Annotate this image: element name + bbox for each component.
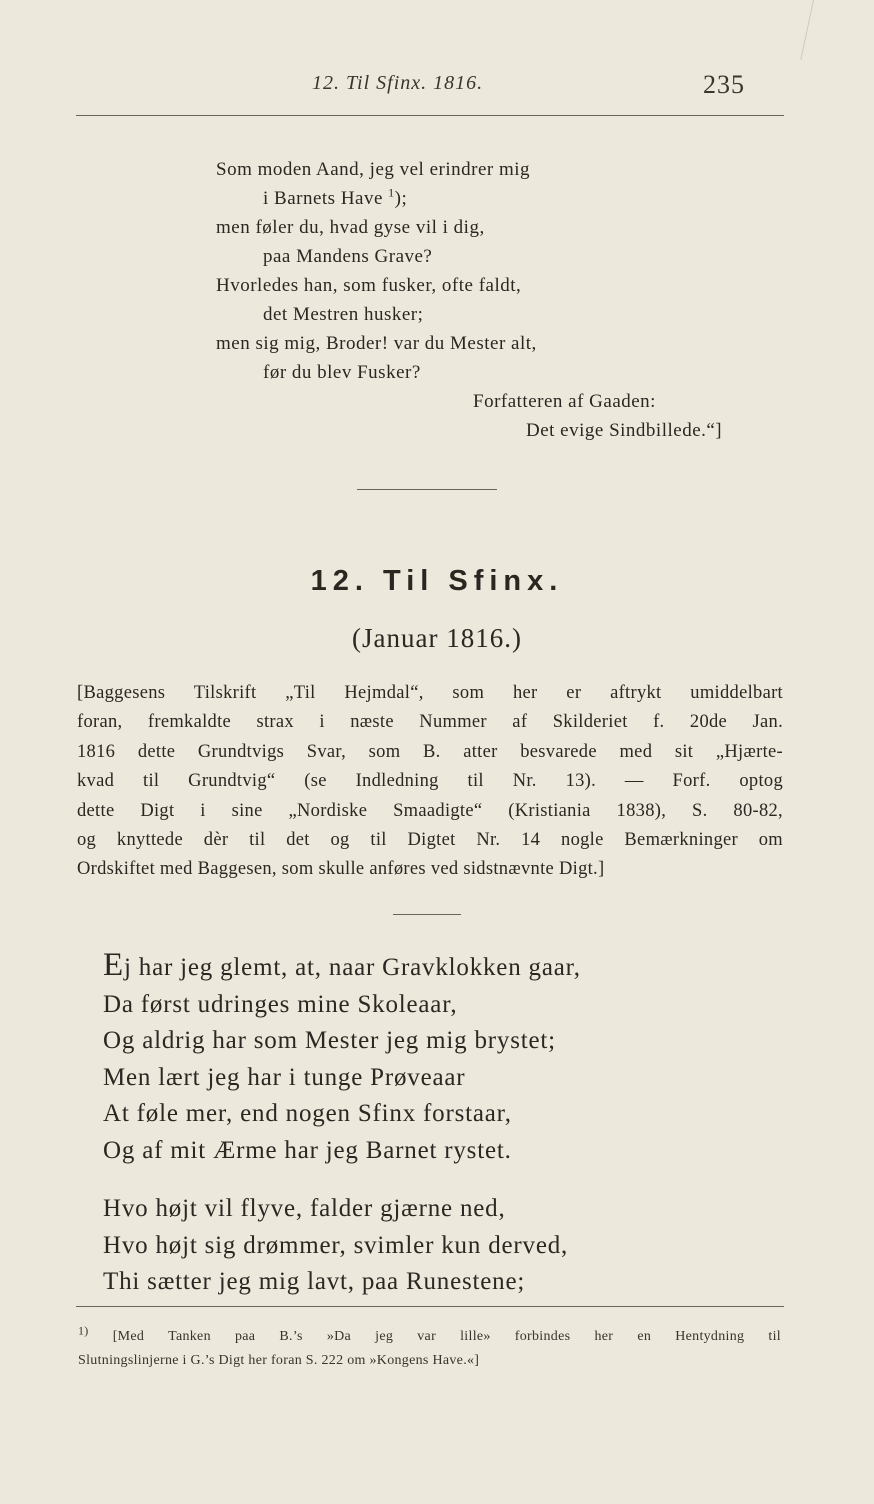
- signature-line-2: Det evige Sindbillede.“]: [526, 420, 723, 441]
- footnote-rule: [76, 1306, 784, 1307]
- poem-top-line-2-text: i Barnets Have: [263, 188, 383, 209]
- verse-line: [103, 947, 581, 987]
- poem-top-line-1: Som moden Aand, jeg vel erindrer mig: [216, 159, 531, 180]
- intro-line: foran, fremkaldte strax i næste Nummer af Skilderiet f. 20de Jan.: [77, 712, 783, 733]
- poem-top-line-4: paa Mandens Grave?: [263, 246, 433, 267]
- signature-line-1: Forfatteren af Gaaden:: [473, 391, 656, 412]
- intro-line: [Baggesens Tilskrift „Til Hejmdal“, som her er aftrykt umiddelbart: [77, 683, 783, 703]
- drop-cap: E: [103, 947, 124, 983]
- poem-top-line-5: Hvorledes han, som fusker, ofte faldt,: [216, 275, 522, 296]
- poem-top-line-3: men føler du, hvad gyse vil i dig,: [216, 217, 485, 238]
- verse-line: At føle mer, end nogen Sfinx forstaar,: [103, 1100, 512, 1127]
- header-rule: [76, 115, 784, 116]
- poem-top-line-6: det Mestren husker;: [263, 304, 424, 325]
- verse-stanza-1: [103, 947, 581, 1169]
- intro-divider: [393, 914, 461, 915]
- verse-line: Da først udringes mine Skoleaar,: [103, 990, 458, 1018]
- footnote-line: Slutningslinjerne i G.’s Digt her foran S. 222 om »Kongens Have.«]: [78, 1353, 480, 1368]
- intro-line: og knyttede dèr til det og til Digtet Nr. 14 nogle Bemærkninger om: [77, 829, 783, 850]
- intro-line: 1816 dette Grundtvigs Svar, som B. atter besvarede med sit „Hjærte-: [77, 741, 783, 762]
- footnote: [78, 1325, 781, 1373]
- running-title: 12. Til Sfinx. 1816.: [312, 72, 484, 94]
- editorial-intro: [77, 679, 783, 885]
- verse-line: Og aldrig har som Mester jeg mig brystet;: [103, 1027, 556, 1054]
- section-title: 12. Til Sfinx.: [310, 565, 564, 597]
- poem-top-line-8: før du blev Fusker?: [263, 362, 421, 383]
- poem-top-line-2-tail: );: [394, 188, 408, 209]
- poem-top-line-7: men sig mig, Broder! var du Mester alt,: [216, 333, 537, 354]
- verse-stanza-2: [103, 1191, 568, 1301]
- footnote-marker: 1): [78, 1323, 89, 1338]
- verse-line: Hvo højt sig drømmer, svimler kun derved,: [103, 1231, 569, 1259]
- verse-line: Hvo højt vil flyve, falder gjærne ned,: [103, 1195, 506, 1222]
- verse-line: Og af mit Ærme har jeg Barnet rystet.: [103, 1136, 512, 1164]
- section-divider: [357, 489, 497, 490]
- footnote-line: [78, 1325, 781, 1349]
- verse-line: Men lært jeg har i tunge Prøveaar: [103, 1063, 466, 1091]
- page-edge-shadow: [800, 0, 874, 60]
- section-date: (Januar 1816.): [352, 623, 522, 653]
- footnote-ref-1: 1: [388, 185, 395, 200]
- footnote-line-1-text: [Med Tanken paa B.’s »Da jeg var lille» forbindes her en Hentydning til: [112, 1329, 781, 1344]
- verse-line: Thi sætter jeg mig lavt, paa Runestene;: [103, 1268, 526, 1295]
- intro-line: dette Digt i sine „Nordiske Smaadigte“ (Kristiania 1838), S. 80-82,: [77, 800, 783, 821]
- intro-line: kvad til Grundtvig“ (se Indledning til Nr. 13). — Forf. optog: [77, 771, 783, 792]
- verse-line-1-text: j har jeg glemt, at, naar Gravklokken gaar,: [123, 954, 581, 981]
- poem-top-line-2: [263, 185, 407, 213]
- page-number: 235: [703, 70, 745, 99]
- intro-line: Ordskiftet med Baggesen, som skulle anføres ved sidstnævnte Digt.]: [77, 859, 605, 880]
